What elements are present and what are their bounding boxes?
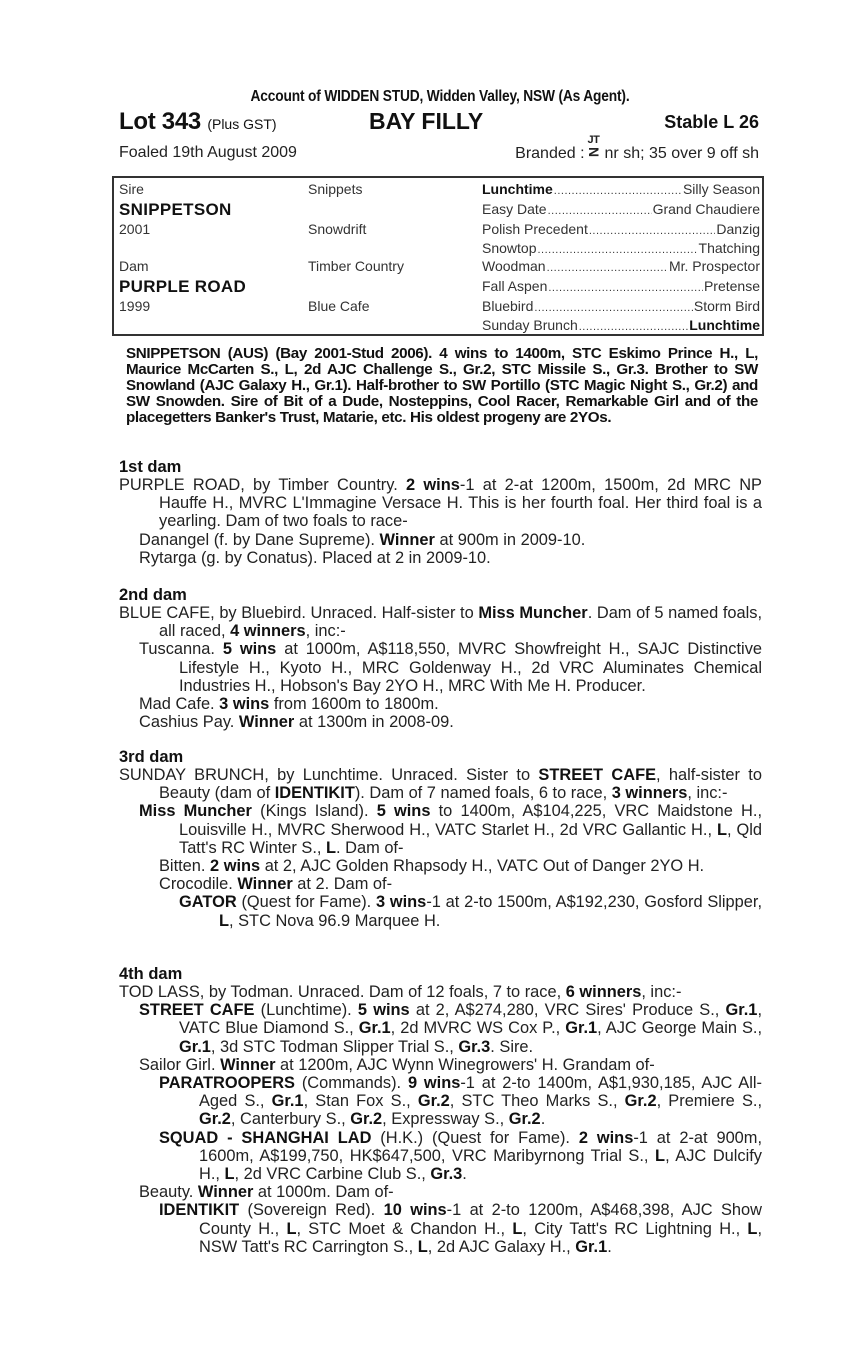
emphasis-text: L [286, 1219, 297, 1238]
pedigree-gen3-row [482, 240, 760, 256]
emphasis-text: Winner [238, 713, 295, 732]
gen3-dam: Storm Bird [693, 298, 760, 314]
dam-entry [119, 983, 762, 1001]
leader-dots [548, 278, 703, 294]
dam-heading: 4th dam [119, 965, 183, 983]
entry-text: (Sovereign Red). [239, 1201, 384, 1220]
pedigree-gen3-row [482, 221, 760, 237]
brand-mark-top: JT [587, 134, 600, 146]
entry-text: at 1200m, AJC Wynn Winegrowers' H. Grandam of- [275, 1055, 655, 1074]
entry-text: , STC Moet & Chandon H., [296, 1219, 513, 1238]
emphasis-text: 5 wins [376, 802, 431, 821]
entry-text: Cashius Pay. [139, 713, 239, 732]
entry-text: -1 at 2-to 1400m, A$1,930,185, AJC All-Aged S., [199, 1074, 762, 1111]
emphasis-text: PARATROOPERS [159, 1074, 295, 1093]
pedigree-gen3-row [482, 258, 760, 274]
lot-number [119, 108, 277, 136]
sire-label: Sire [119, 181, 144, 197]
emphasis-text: Winner [379, 530, 435, 549]
entry-text: -1 at 2-at 900m, 1600m, A$199,750, HK$647,500, VRC Maribyrnong Trial S., [199, 1128, 763, 1165]
dam-entry [119, 549, 762, 567]
entry-text: . [462, 1165, 467, 1184]
emphasis-text: Miss Muncher [478, 604, 588, 622]
pedigree-gen3-row [482, 317, 760, 333]
entry-text: at 900m in 2009-10. [434, 530, 586, 549]
emphasis-text: Winner [237, 875, 293, 894]
gen3-sire: Fall Aspen [482, 278, 548, 294]
dam-year: 1999 [119, 298, 151, 314]
emphasis-text: 2 wins [406, 476, 460, 494]
emphasis-text: 2 wins [578, 1128, 634, 1147]
emphasis-text: Gr.2 [508, 1110, 541, 1129]
emphasis-text: Gr.1 [271, 1092, 304, 1111]
leader-dots [537, 240, 697, 256]
entry-text: -1 at 2-at 1200m, 1500m, 2d MRC NP Hauffe H., MVRC L'Immagine Versace H. This is her fourth foal. Her third foal is a yearling. Dam of two foals to race- [159, 476, 762, 531]
dam-entry [119, 766, 762, 802]
horse-description: BAY FILLY [369, 108, 484, 134]
entry-text: , 3d STC Todman Slipper Trial S., [210, 1037, 459, 1056]
emphasis-text: Gr.2 [199, 1110, 231, 1129]
sire-year: 2001 [119, 221, 151, 237]
entry-text: , half-sister to Beauty (dam of [159, 766, 762, 803]
entry-text: PURPLE ROAD, by Timber Country. [119, 476, 407, 494]
entry-text: , Stan Fox S., [303, 1092, 418, 1111]
dam-entry [119, 893, 762, 929]
entry-text: (Kings Island). [251, 802, 377, 821]
dam-heading: 2nd dam [119, 586, 187, 604]
gen3-sire: Lunchtime [482, 181, 553, 197]
dam-section-4 [119, 965, 762, 1256]
entry-text: at 1000m, A$118,550, MVRC Showfreight H., SAJC Distinctive Lifestyle H., Kyoto H., MRC Goldenway H., 2d VRC Aluminates Chemical Industries H., Hobson's Bay 2YO H., MRC With Me H. Producer. [179, 640, 763, 695]
entry-text: at 2, AJC Golden Rhapsody H., VATC Out of Danger 2YO H. [260, 857, 705, 876]
entry-text: Tuscanna. [139, 640, 223, 659]
emphasis-text: L [417, 1237, 428, 1256]
sire-name: SNIPPETSON [119, 200, 232, 219]
gen3-sire: Sunday Brunch [482, 317, 578, 333]
dam-entry [119, 802, 762, 857]
entry-text: SUNDAY BRUNCH, by Lunchtime. Unraced. Sister to [119, 766, 539, 784]
entry-text: , inc:- [641, 983, 682, 1001]
gen3-dam: Silly Season [682, 181, 760, 197]
entry-text: , Qld Tatt's RC Winter S., [179, 820, 762, 857]
entry-text: ). Dam of 7 named foals, 6 to race, [354, 784, 612, 803]
leader-dots [534, 298, 693, 314]
emphasis-text: Gr.2 [350, 1110, 383, 1129]
emphasis-text: 2 wins [210, 857, 261, 876]
stable-location: Stable L 26 [664, 112, 759, 132]
emphasis-text: 5 wins [357, 1001, 410, 1020]
entry-text: , AJC George Main S., [597, 1019, 762, 1038]
entry-text: . [540, 1110, 546, 1129]
emphasis-text: L [655, 1146, 666, 1165]
pedigree-gen3-row [482, 298, 760, 314]
gst-note: (Plus GST) [207, 116, 277, 132]
entry-text: , inc:- [687, 784, 728, 803]
sire-summary [126, 346, 758, 426]
branded-info [515, 134, 759, 163]
dam-entry [119, 604, 762, 640]
entry-text: -1 at 2-to 1500m, A$192,230, Gosford Slipper, [426, 893, 762, 912]
emphasis-text: 9 wins [407, 1074, 461, 1093]
emphasis-text: L [326, 838, 337, 857]
entry-text: , AJC Dulcify H., [199, 1146, 763, 1184]
emphasis-text: SQUAD - SHANGHAI LAD [159, 1128, 372, 1147]
dam-entry [119, 476, 762, 531]
entry-text: , NSW Tatt's RC Carrington S., [199, 1219, 762, 1256]
emphasis-text: 3 wins [375, 893, 427, 912]
entry-text: , 2d MVRC WS Cox P., [390, 1019, 566, 1038]
dam-entry [119, 640, 762, 695]
leader-dots [548, 201, 652, 217]
emphasis-text: Gr.1 [575, 1237, 608, 1256]
dam-section-2 [119, 586, 762, 731]
gen3-dam: Grand Chaudiere [652, 201, 760, 217]
dam-sire: Timber Country [308, 258, 404, 274]
emphasis-text: L [224, 1165, 235, 1184]
sire-dam: Snowdrift [308, 221, 367, 237]
branded-label: Branded : [515, 145, 585, 162]
entry-text: Crocodile. [159, 875, 238, 894]
emphasis-text: IDENTIKIT [274, 784, 355, 803]
foaled-branded-row [119, 136, 761, 162]
entry-text: . Dam of- [336, 838, 404, 857]
pedigree-gen3-row [482, 201, 760, 217]
emphasis-text: Gr.3 [430, 1165, 463, 1184]
emphasis-text: 3 winners [611, 784, 688, 803]
dam-heading: 1st dam [119, 458, 182, 476]
dam-entry [119, 1201, 762, 1256]
entry-text: (H.K.) (Quest for Fame). [371, 1128, 579, 1147]
emphasis-text: Winner [197, 1183, 254, 1202]
emphasis-text: STREET CAFE [538, 766, 657, 784]
pedigree-box [112, 176, 764, 336]
foaled-date: Foaled 19th August 2009 [119, 144, 297, 161]
emphasis-text: L [716, 820, 727, 839]
gen3-dam: Lunchtime [689, 317, 760, 333]
entry-text: -1 at 2-to 1200m, A$468,398, AJC Show County H., [199, 1201, 762, 1238]
dam-label: Dam [119, 258, 149, 274]
entry-text: (Commands). [295, 1074, 408, 1093]
entry-text: at 1000m. Dam of- [253, 1183, 394, 1202]
gen3-sire: Bluebird [482, 298, 534, 314]
emphasis-text: Gr.3 [458, 1037, 491, 1056]
dam-section-3 [119, 748, 762, 930]
gen3-dam: Thatching [698, 240, 760, 256]
dam-entry [119, 875, 762, 893]
dam-entry [119, 857, 762, 875]
dam-name: PURPLE ROAD [119, 277, 247, 296]
entry-text: , VATC Blue Diamond S., [179, 1001, 762, 1038]
emphasis-text: Gr.1 [358, 1019, 391, 1038]
lot-number-text: Lot 343 [119, 108, 201, 135]
emphasis-text: L [512, 1219, 523, 1238]
leader-dots [554, 181, 682, 197]
dam-entry [119, 1001, 762, 1056]
emphasis-text: STREET CAFE [139, 1001, 255, 1020]
dam-entry [119, 695, 762, 713]
emphasis-text: 6 winners [565, 983, 642, 1001]
brand-mark-icon [585, 134, 602, 160]
entry-text: BLUE CAFE, by Bluebird. Unraced. Half-sister to [119, 604, 479, 622]
emphasis-text: Gr.2 [624, 1092, 657, 1111]
dam-heading: 3rd dam [119, 748, 184, 766]
emphasis-text: Gr.2 [417, 1092, 450, 1111]
leader-dots [547, 258, 668, 274]
pedigree-gen3-row [482, 278, 760, 294]
entry-text: , City Tatt's RC Lightning H., [522, 1219, 748, 1238]
leader-dots [589, 221, 716, 237]
entry-text: (Lunchtime). [254, 1001, 358, 1020]
entry-text: from 1600m to 1800m. [269, 695, 439, 714]
entry-text: TOD LASS, by Todman. Unraced. Dam of 12 foals, 7 to race, [119, 983, 566, 1001]
catalogue-page-header [119, 88, 761, 162]
branded-details: nr sh; 35 over 9 off sh [604, 145, 759, 162]
gen3-dam: Pretense [703, 278, 760, 294]
emphasis-text: Gr.1 [565, 1019, 598, 1038]
entry-text: at 1300m in 2008-09. [294, 713, 454, 732]
entry-text: , Expressway S., [382, 1110, 509, 1129]
entry-text: , Canterbury S., [230, 1110, 351, 1129]
emphasis-text: 3 wins [219, 695, 270, 714]
entry-text: , 2d AJC Galaxy H., [427, 1237, 576, 1256]
entry-text: Rytarga (g. by Conatus). Placed at 2 in 2009-10. [139, 548, 491, 567]
entry-text: , inc:- [305, 622, 346, 641]
entry-text: . Sire. [490, 1037, 534, 1056]
dam-entry [119, 1129, 762, 1184]
lot-title-row [119, 108, 761, 136]
gen3-dam: Danzig [716, 221, 760, 237]
vendor-account-line: Account of WIDDEN STUD, Widden Valley, NSW (As Agent). [250, 88, 630, 105]
gen3-sire: Snowtop [482, 240, 537, 256]
emphasis-text: GATOR [179, 893, 237, 912]
gen3-sire: Polish Precedent [482, 221, 588, 237]
emphasis-text: 5 wins [222, 640, 277, 659]
dam-entry [119, 1183, 762, 1201]
emphasis-text: 10 wins [383, 1201, 447, 1220]
emphasis-text: L [219, 911, 230, 930]
entry-text: at 2, A$274,280, VRC Sires' Produce S., [409, 1001, 726, 1020]
entry-text: Bitten. [159, 857, 211, 876]
dam-entry [119, 531, 762, 549]
emphasis-text: IDENTIKIT [159, 1201, 240, 1220]
emphasis-text: Gr.1 [179, 1037, 211, 1056]
dam-entry [119, 1074, 762, 1129]
leader-dots [579, 317, 688, 333]
emphasis-text: 4 winners [230, 622, 306, 641]
dam-section-1 [119, 458, 762, 567]
dam-dam: Blue Cafe [308, 298, 370, 314]
entry-text: . Dam of 5 named foals, all raced, [159, 604, 762, 641]
emphasis-text: Winner [220, 1055, 276, 1074]
gen3-sire: Woodman [482, 258, 546, 274]
dam-entry [119, 1056, 762, 1074]
sire-sire: Snippets [308, 181, 363, 197]
emphasis-text: Gr.1 [725, 1001, 758, 1020]
pedigree-gen3-row [482, 181, 760, 197]
sire-summary-text: SNIPPETSON (AUS) (Bay 2001-Stud 2006). 4 wins to 1400m, STC Eskimo Prince H., L, Maurice McCarten S., L, 2d AJC Challenge S., Gr.2, STC Missile S., Gr.3. Brother to SW Snowland (AJC Galaxy H., Gr.1). Half-brother to SW Portillo (STC Magic Night S., Gr.2) and SW Snowden. Sire of Bit of a Dude, Nosteppins, Cool Racer, Remarkable Girl and of the placegetters Banker's Trust, Matarie, etc. His oldest progeny are 2YOs. [126, 345, 758, 426]
entry-text: (Quest for Fame). [236, 893, 376, 912]
entry-text: Danangel (f. by Dane Supreme). [139, 530, 380, 549]
brand-mark-bottom: N [585, 146, 602, 158]
emphasis-text: L [747, 1219, 758, 1238]
emphasis-text: Miss Muncher [139, 802, 252, 821]
gen3-dam: Mr. Prospector [668, 258, 760, 274]
entry-text: , 2d VRC Carbine Club S., [234, 1165, 431, 1184]
entry-text: , Premiere S., [656, 1092, 762, 1111]
gen3-sire: Easy Date [482, 201, 547, 217]
entry-text: , STC Nova 96.9 Marquee H. [229, 911, 441, 930]
entry-text: , STC Theo Marks S., [449, 1092, 625, 1111]
entry-text: at 2. Dam of- [292, 875, 393, 894]
entry-text: Mad Cafe. [139, 695, 220, 714]
dam-entry [119, 713, 762, 731]
entry-text: Beauty. [139, 1183, 198, 1202]
entry-text: Sailor Girl. [139, 1055, 221, 1074]
entry-text: to 1400m, A$104,225, VRC Maidstone H., Louisville H., MVRC Sherwood H., VATC Starlet H., 2d VRC Gallantic H., [179, 802, 763, 839]
entry-text: . [607, 1237, 612, 1256]
